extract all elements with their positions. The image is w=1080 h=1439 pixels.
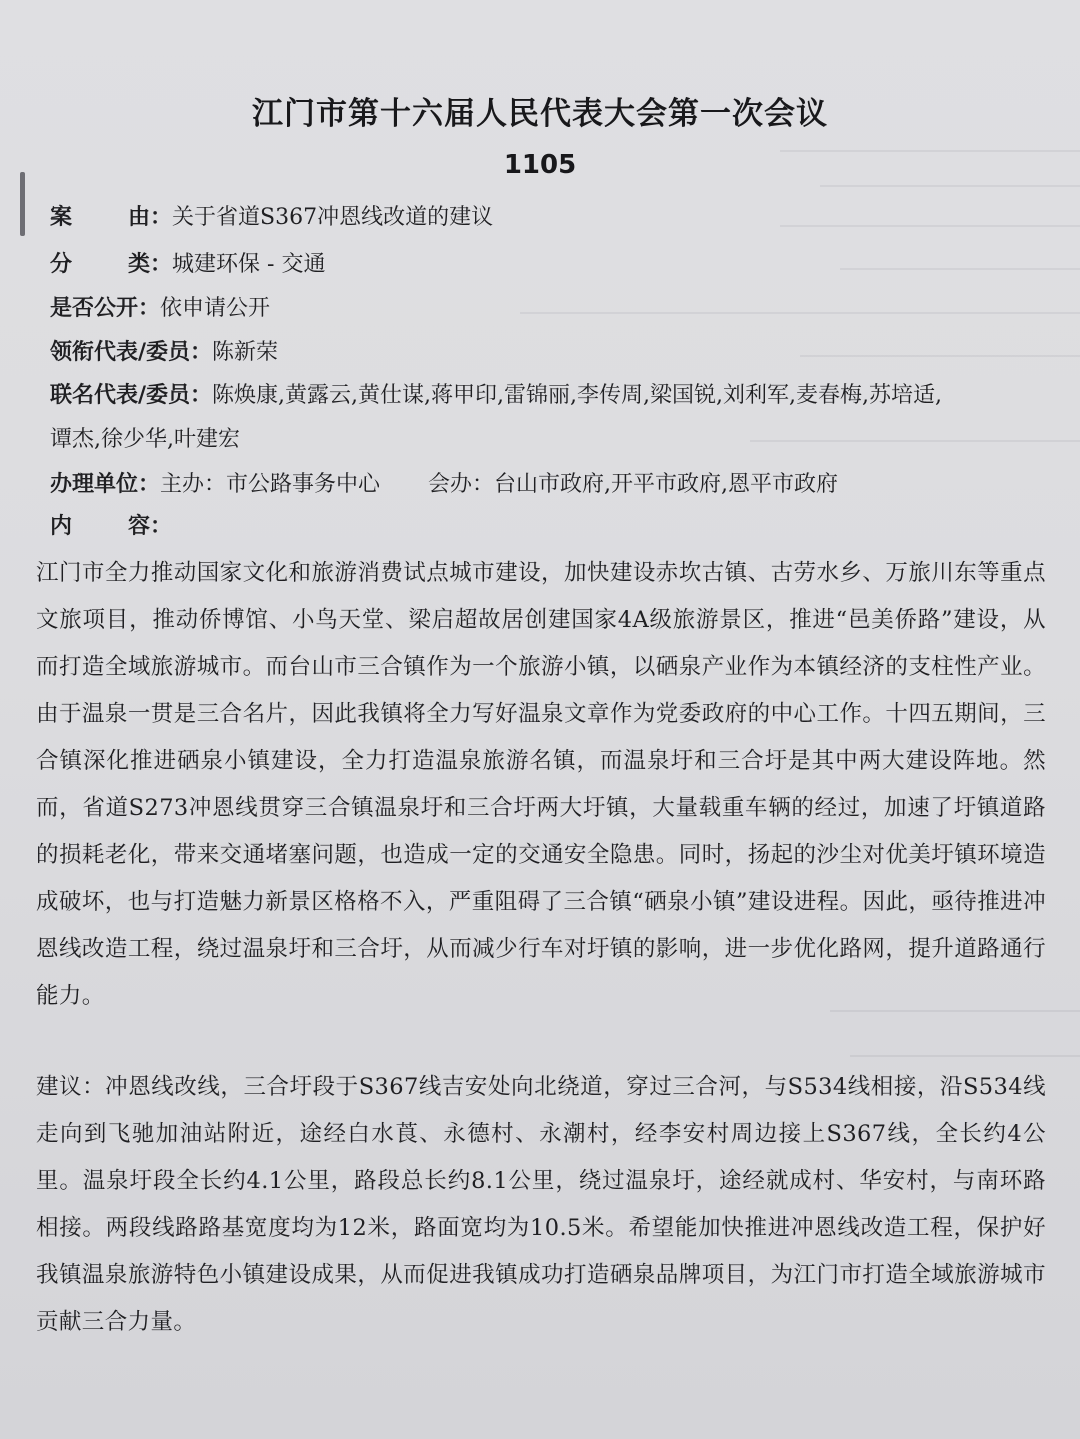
bleed-through-mark [780, 225, 1080, 227]
field-handling-unit [50, 470, 838, 500]
field-co-label: 联名代表/委员： [50, 383, 213, 408]
bleed-through-mark [520, 312, 1080, 314]
field-category-label: 分 类： [50, 252, 173, 277]
bleed-through-mark [850, 1055, 1080, 1057]
field-lead-representative [50, 338, 278, 368]
document-title: 江门市第十六届人民代表大会第一次会议 [252, 96, 828, 132]
field-co-value-line1: 陈焕康,黄露云,黄仕谋,蒋甲印,雷锦丽,李传周,梁国锐,刘利军,麦春梅,苏培适, [212, 383, 942, 408]
bleed-through-mark [800, 355, 1080, 357]
field-co-value-line2: 谭杰,徐少华,叶建宏 [50, 427, 240, 452]
field-public-label: 是否公开： [50, 296, 161, 321]
field-case [50, 203, 493, 233]
field-category-value: 城建环保 - 交通 [172, 252, 326, 277]
staple-mark [20, 172, 25, 236]
field-content-label: 内 容： [50, 514, 173, 539]
field-content [50, 512, 172, 542]
field-unit-label: 办理单位： [50, 472, 161, 497]
document-number: 1105 [503, 150, 577, 180]
field-public-value: 依申请公开 [160, 296, 271, 321]
bleed-through-mark [750, 440, 1080, 442]
field-unit-assist: 会办：台山市政府,开平市政府,恩平市政府 [428, 472, 839, 497]
bleed-through-mark [820, 185, 1080, 187]
bleed-through-mark [840, 268, 1080, 270]
field-lead-value: 陈新荣 [212, 340, 279, 365]
field-case-value: 关于省道S367冲恩线改道的建议 [172, 205, 494, 230]
field-co-representatives [50, 381, 942, 411]
field-lead-label: 领衔代表/委员： [50, 340, 213, 365]
field-public [50, 294, 270, 324]
content-paragraph-2: 建议：冲恩线改线，三合圩段于S367线吉安处向北绕道，穿过三合河，与S534线相接，沿S534线走向到飞驰加油站附近，途经白水莨、永德村、永潮村，经李安村周边接上S367线，全长约4公里。温泉圩段全长约4.1公里，路段总长约8.1公里，绕过温泉圩，途经就成村、华安村，与南环路相接。两段线路路基宽度均为12米，路面宽均为10.5米。希望能加快推进冲恩线改造工程，保护好我镇温泉旅游特色小镇建设成果，从而促进我镇成功打造硒泉品牌项目，为江门市打造全域旅游城市贡献三合力量。 [36, 1074, 1046, 1335]
field-unit-main: 主办：市公路事务中心 [160, 472, 381, 497]
field-case-label: 案 由： [50, 205, 173, 230]
field-co-representatives-continued [50, 425, 240, 455]
content-paragraph-1: 江门市全力推动国家文化和旅游消费试点城市建设，加快建设赤坎古镇、古劳水乡、万旅川东等重点文旅项目，推动侨博馆、小鸟天堂、梁启超故居创建国家4A级旅游景区，推进“邑美侨路”建设，从而打造全域旅游城市。而台山市三合镇作为一个旅游小镇，以硒泉产业作为本镇经济的支柱性产业。由于温泉一贯是三合名片，因此我镇将全力写好温泉文章作为党委政府的中心工作。十四五期间，三合镇深化推进硒泉小镇建设，全力打造温泉旅游名镇，而温泉圩和三合圩是其中两大建设阵地。然而，省道S273冲恩线贯穿三合镇温泉圩和三合圩两大圩镇，大量载重车辆的经过，加速了圩镇道路的损耗老化，带来交通堵塞问题，也造成一定的交通安全隐患。同时，扬起的沙尘对优美圩镇环境造成破坏，也与打造魅力新景区格格不入，严重阻碍了三合镇“硒泉小镇”建设进程。因此，亟待推进冲恩线改造工程，绕过温泉圩和三合圩，从而减少行车对圩镇的影响，进一步优化路网，提升道路通行能力。 [36, 560, 1046, 1009]
field-category [50, 250, 325, 280]
